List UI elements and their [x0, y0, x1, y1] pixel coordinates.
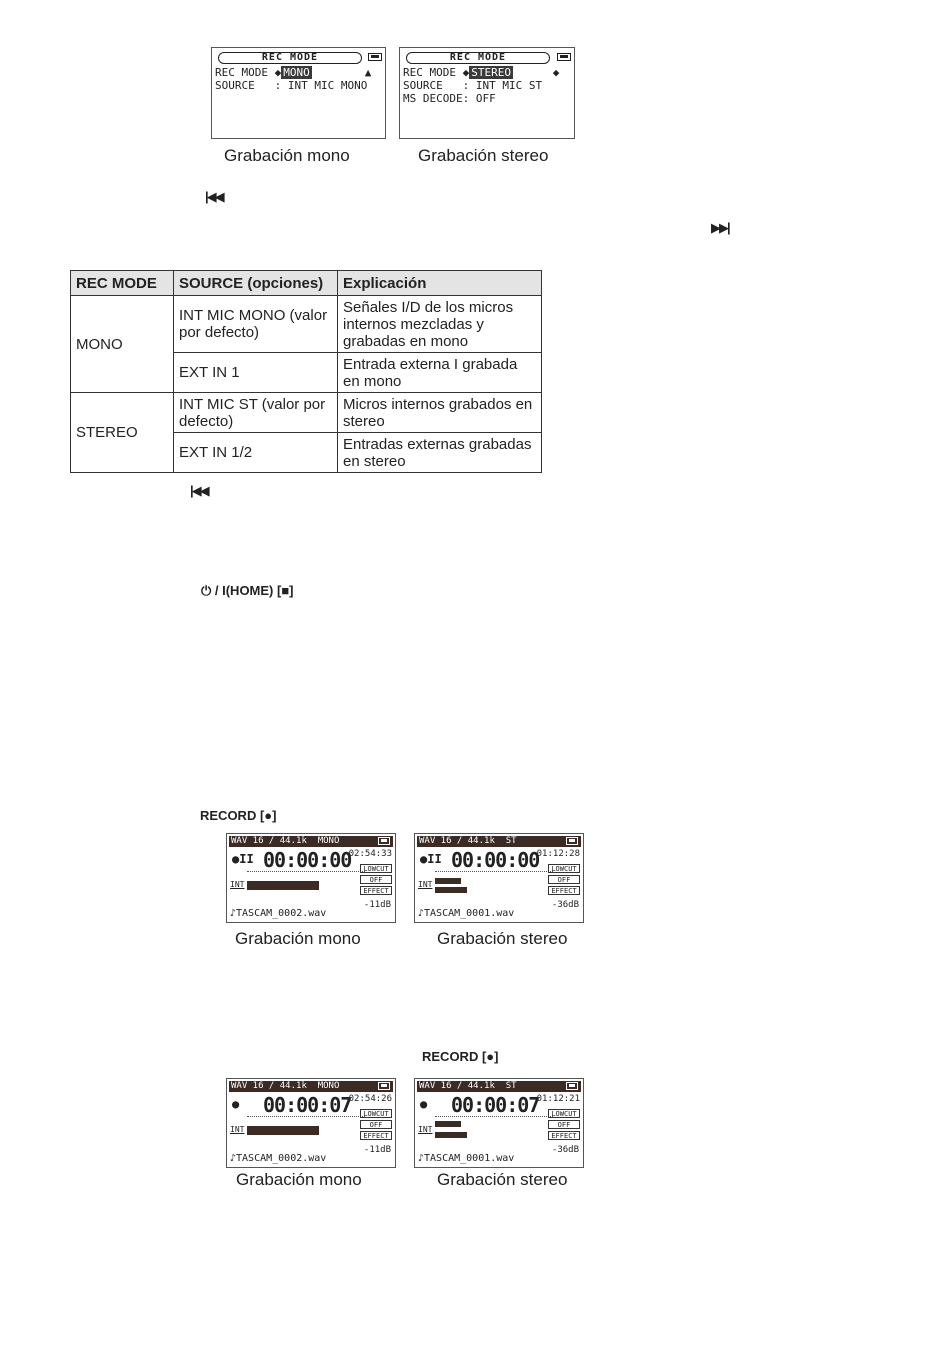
level-meter-left: [435, 878, 461, 884]
explanation-cell: Micros internos grabados en stereo: [338, 393, 542, 433]
caption-stereo: Grabación stereo: [418, 146, 549, 165]
time-counter: 00:00:07: [451, 1093, 540, 1117]
rec-mode-label: REC MODE: [215, 66, 268, 79]
lowcut-tag: LOWCUT: [360, 1109, 392, 1118]
screen-header: WAV 16 / 44.1k ST: [417, 836, 581, 847]
battery-icon: [368, 53, 382, 61]
rec-mode-value: STEREO: [471, 66, 511, 79]
table-row: [71, 393, 542, 433]
ms-decode-line: MS DECODE: OFF: [403, 92, 496, 105]
lowcut-value: OFF: [548, 1120, 580, 1129]
rec-mode-screen-stereo: [399, 47, 575, 139]
header-explanation: Explicación: [338, 271, 542, 296]
lowcut-tag: LOWCUT: [548, 1109, 580, 1118]
input-label: INT: [418, 880, 433, 889]
rec-mode-value: MONO: [283, 66, 310, 79]
level-scale: [247, 1116, 365, 1117]
remaining-time: 02:54:33: [348, 849, 392, 859]
caption-stereo: Grabación stereo: [437, 1170, 568, 1189]
level-db: -36dB: [551, 1145, 579, 1155]
file-name: ♪TASCAM_0002.wav: [230, 908, 327, 919]
record-icon: ●: [232, 1097, 240, 1111]
file-name: ♪TASCAM_0001.wav: [418, 908, 515, 919]
power-home-stop-label: ⏻ / I(HOME) [■]: [201, 583, 294, 598]
effect-tag: EFFECT: [548, 886, 580, 895]
record-screen-stereo-recording: [414, 1078, 584, 1168]
source-cell: EXT IN 1/2: [174, 433, 338, 473]
source-cell: INT MIC MONO (valor por defecto): [174, 296, 338, 353]
level-meter: [247, 881, 319, 890]
level-meter-right: [435, 1132, 467, 1138]
explanation-cell: Entrada externa I grabada en mono: [338, 353, 542, 393]
screen-title: REC MODE: [218, 52, 362, 64]
source-line: SOURCE : INT MIC ST: [403, 79, 543, 92]
level-db: -36dB: [551, 900, 579, 910]
mode-stereo: STEREO: [71, 393, 174, 473]
effect-tag: EFFECT: [360, 1131, 392, 1140]
skip-back-icon: |◀◀: [190, 483, 208, 498]
battery-icon: [378, 837, 390, 845]
level-meter: [247, 1126, 319, 1135]
battery-icon: [566, 837, 578, 845]
battery-icon: [566, 1082, 578, 1090]
remaining-time: 02:54:26: [348, 1094, 392, 1104]
time-counter: 00:00:00: [263, 848, 352, 872]
level-scale: [435, 1116, 553, 1117]
level-db: -11dB: [363, 1145, 391, 1155]
header-rec-mode: REC MODE: [71, 271, 174, 296]
file-name: ♪TASCAM_0002.wav: [230, 1153, 327, 1164]
screen-header: WAV 16 / 44.1k MONO: [229, 1081, 393, 1092]
file-name: ♪TASCAM_0001.wav: [418, 1153, 515, 1164]
battery-icon: [557, 53, 571, 61]
record-button-label: RECORD [●]: [422, 1049, 499, 1064]
level-db: -11dB: [363, 900, 391, 910]
input-label: INT: [230, 880, 245, 889]
rec-mode-screen-mono: [211, 47, 386, 139]
record-button-label: RECORD [●]: [200, 808, 277, 823]
lowcut-value: OFF: [548, 875, 580, 884]
input-label: INT: [418, 1125, 433, 1134]
screen-header: WAV 16 / 44.1k MONO: [229, 836, 393, 847]
effect-tag: EFFECT: [548, 1131, 580, 1140]
rec-mode-label: REC MODE: [403, 66, 456, 79]
caption-mono: Grabación mono: [235, 929, 361, 948]
source-cell: INT MIC ST (valor por defecto): [174, 393, 338, 433]
record-screen-mono-recording: [226, 1078, 396, 1168]
record-icon: ●: [420, 1097, 428, 1111]
lowcut-value: OFF: [360, 1120, 392, 1129]
effect-tag: EFFECT: [360, 886, 392, 895]
explanation-cell: Entradas externas grabadas en stereo: [338, 433, 542, 473]
level-meter-left: [435, 1121, 461, 1127]
level-meter-right: [435, 887, 467, 893]
source-cell: EXT IN 1: [174, 353, 338, 393]
record-screen-stereo-paused: [414, 833, 584, 923]
table-row: [71, 296, 542, 353]
caption-mono: Grabación mono: [224, 146, 350, 165]
screen-title: REC MODE: [406, 52, 550, 64]
record-pause-icon: ●II: [232, 852, 254, 866]
header-source: SOURCE (opciones): [174, 271, 338, 296]
caption-stereo: Grabación stereo: [437, 929, 568, 948]
table-header-row: [71, 271, 542, 296]
lowcut-tag: LOWCUT: [360, 864, 392, 873]
caption-mono: Grabación mono: [236, 1170, 362, 1189]
skip-forward-icon: ▶▶|: [711, 220, 729, 235]
remaining-time: 01:12:28: [536, 849, 580, 859]
remaining-time: 01:12:21: [536, 1094, 580, 1104]
screen-header: WAV 16 / 44.1k ST: [417, 1081, 581, 1092]
lowcut-tag: LOWCUT: [548, 864, 580, 873]
battery-icon: [378, 1082, 390, 1090]
skip-back-icon: |◀◀: [205, 189, 223, 204]
rec-mode-line: REC MODE ◆ MONO ▲: [215, 66, 372, 79]
rec-mode-table: [70, 270, 542, 473]
level-scale: [247, 871, 365, 872]
rec-mode-line: REC MODE ◆ STEREO ◆: [403, 66, 560, 79]
mode-mono: MONO: [71, 296, 174, 393]
time-counter: 00:00:00: [451, 848, 540, 872]
level-scale: [435, 871, 553, 872]
source-line: SOURCE : INT MIC MONO: [215, 79, 368, 92]
explanation-cell: Señales I/D de los micros internos mezcladas y grabadas en mono: [338, 296, 542, 353]
time-counter: 00:00:07: [263, 1093, 352, 1117]
input-label: INT: [230, 1125, 245, 1134]
lowcut-value: OFF: [360, 875, 392, 884]
record-screen-mono-paused: [226, 833, 396, 923]
record-pause-icon: ●II: [420, 852, 442, 866]
